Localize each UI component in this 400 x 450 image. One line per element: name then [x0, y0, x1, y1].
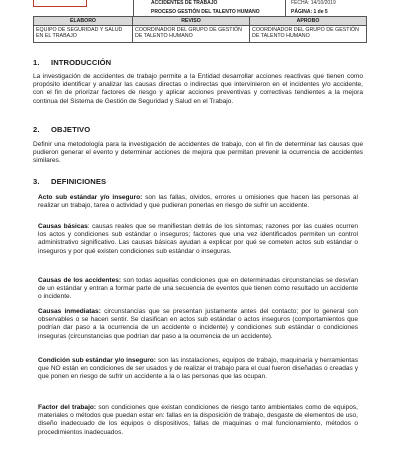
section-number: 3. [33, 177, 40, 186]
header-title-row [33, 0, 367, 17]
cell-aprobo: COORDINADOR DEL GRUPO DE GESTIÓN DE TALENTO HUMANO [250, 26, 367, 43]
logo-placeholder [33, 0, 87, 7]
section-heading-introduccion [33, 58, 111, 67]
document-date: FECHA: 14/10/2019 [291, 0, 336, 6]
section-body-objetivo: Definir una metodología para la investigación de accidentes de trabajo, con el fin de determinar las causas que pudieron generar el evento y determinar acciones de mejora que permitan prevenir la ocurrencia de accidentes similares. [33, 141, 363, 165]
section-heading-definiciones [33, 177, 106, 186]
section-title: OBJETIVO [51, 125, 91, 134]
section-number: 2. [33, 125, 40, 134]
definition-text: son todas aquellas condiciones que en determinadas circunstancias se desvían de un estándar y entran a formar parte de una secuencia de eventos que tienen como resultado un accidente o incidente. [38, 277, 358, 301]
approval-table [33, 17, 367, 43]
definition-causas-basicas [38, 223, 358, 256]
definition-term: Condición sub estándar y/o inseguro: [38, 357, 156, 364]
section-heading-objetivo [33, 125, 90, 134]
section-body-introduccion: La investigación de accidentes de trabajo permite a la Entidad desarrollar acciones reactivas que tienen como propósito identificar y analizar las causas directas o indirectas que intervinieron en el incidentes y/o accidente, con el fin de priorizar factores de riesgo y aplicar acciones preventivas y correctivas tendientes a la mejora continua del Sistema de Gestión de Seguridad y Salud en el Trabajo. [33, 73, 363, 105]
definition-term: Causas de los accidentes: [38, 277, 122, 284]
definition-term: Factor del trabajo: [38, 404, 97, 411]
column-header-reviso: REVISO [133, 17, 250, 26]
definition-condicion-sub-estandar [38, 357, 358, 382]
section-number: 1. [33, 58, 40, 67]
definition-acto-sub-estandar [38, 194, 358, 210]
section-title: DEFINICIONES [51, 177, 107, 186]
definition-causas-accidentes [38, 277, 358, 302]
cell-reviso: COORDINADOR DEL GRUPO DE GESTIÓN DE TALENTO HUMANO [133, 26, 250, 43]
column-header-aprobo: APROBO [250, 17, 367, 26]
document-title: ACCIDENTES DE TRABAJO [151, 0, 218, 6]
definition-term: Causas básicas [38, 223, 88, 230]
definition-text: circunstancias que se presentan justamente antes del contacto; por lo general son observables o se hacen sentir. Se clasifican en actos sub estándar o actos inseguros (comportamientos que podrían dar paso a la ocurrencia de un accidente o incidente) y condiciones sub estándar o condiciones inseguras (circunstancias que podrían dar paso a la ocurrencia de un accidente). [38, 308, 358, 340]
definition-text: son condiciones que existan condiciones de riesgo tanto ambientales como de equipos, materiales o métodos que puedan estar en: fallas en la disposición de trabajo, desgaste de elementos de uso, diseño inadecuado de los equipos o dispositivos, fallas de maquinas o mal funcionamiento, métodos o procedimientos inadecuados. [38, 404, 358, 436]
definition-factor-trabajo [38, 404, 358, 437]
definition-text: : causas reales que se manifiestan detrás de los síntomas; razones por las cuales ocurren los actos y condiciones sub estándar o inseguros; factores que una vez identificados permiten un control administrativo significativo. Las causas básicas ayudan a explicar por qué se cometen actos sub estándar o inseguros y por qué existen condiciones sub estándar o inseguras. [38, 223, 358, 255]
definition-causas-inmediatas [38, 308, 358, 341]
definition-text: son las instalaciones, equipos de trabajo, maquinaria y herramientas que NO están en condiciones de ser usados y de realizar el trabajo para el cual fueron diseñadas o creadas y que ponen en riesgo de sufrir un accidente a la o las personas que las ocupan. [38, 357, 358, 381]
section-title: INTRODUCCIÓN [51, 58, 112, 67]
process-title: PROCESO GESTIÓN DEL TALENTO HUMANO [151, 9, 260, 15]
page-number: PÁGINA: 1 de 5 [291, 9, 328, 15]
definition-term: Causas inmediatas: [38, 308, 101, 315]
definition-text: son las fallas, olvidos, errores u omisiones que hacen las personas al realizar un trabajo, tarea o actividad y que pudieran ponerlas en riesgo de sufrir un accidente. [38, 194, 358, 210]
cell-elaboro: EQUIPO DE SEGURIDAD Y SALUD EN EL TRABAJO [33, 26, 133, 43]
definition-term: Acto sub estándar y/o inseguro: [38, 194, 143, 201]
column-header-elaboro: ELABORO [33, 17, 133, 26]
document-header [33, 0, 367, 43]
